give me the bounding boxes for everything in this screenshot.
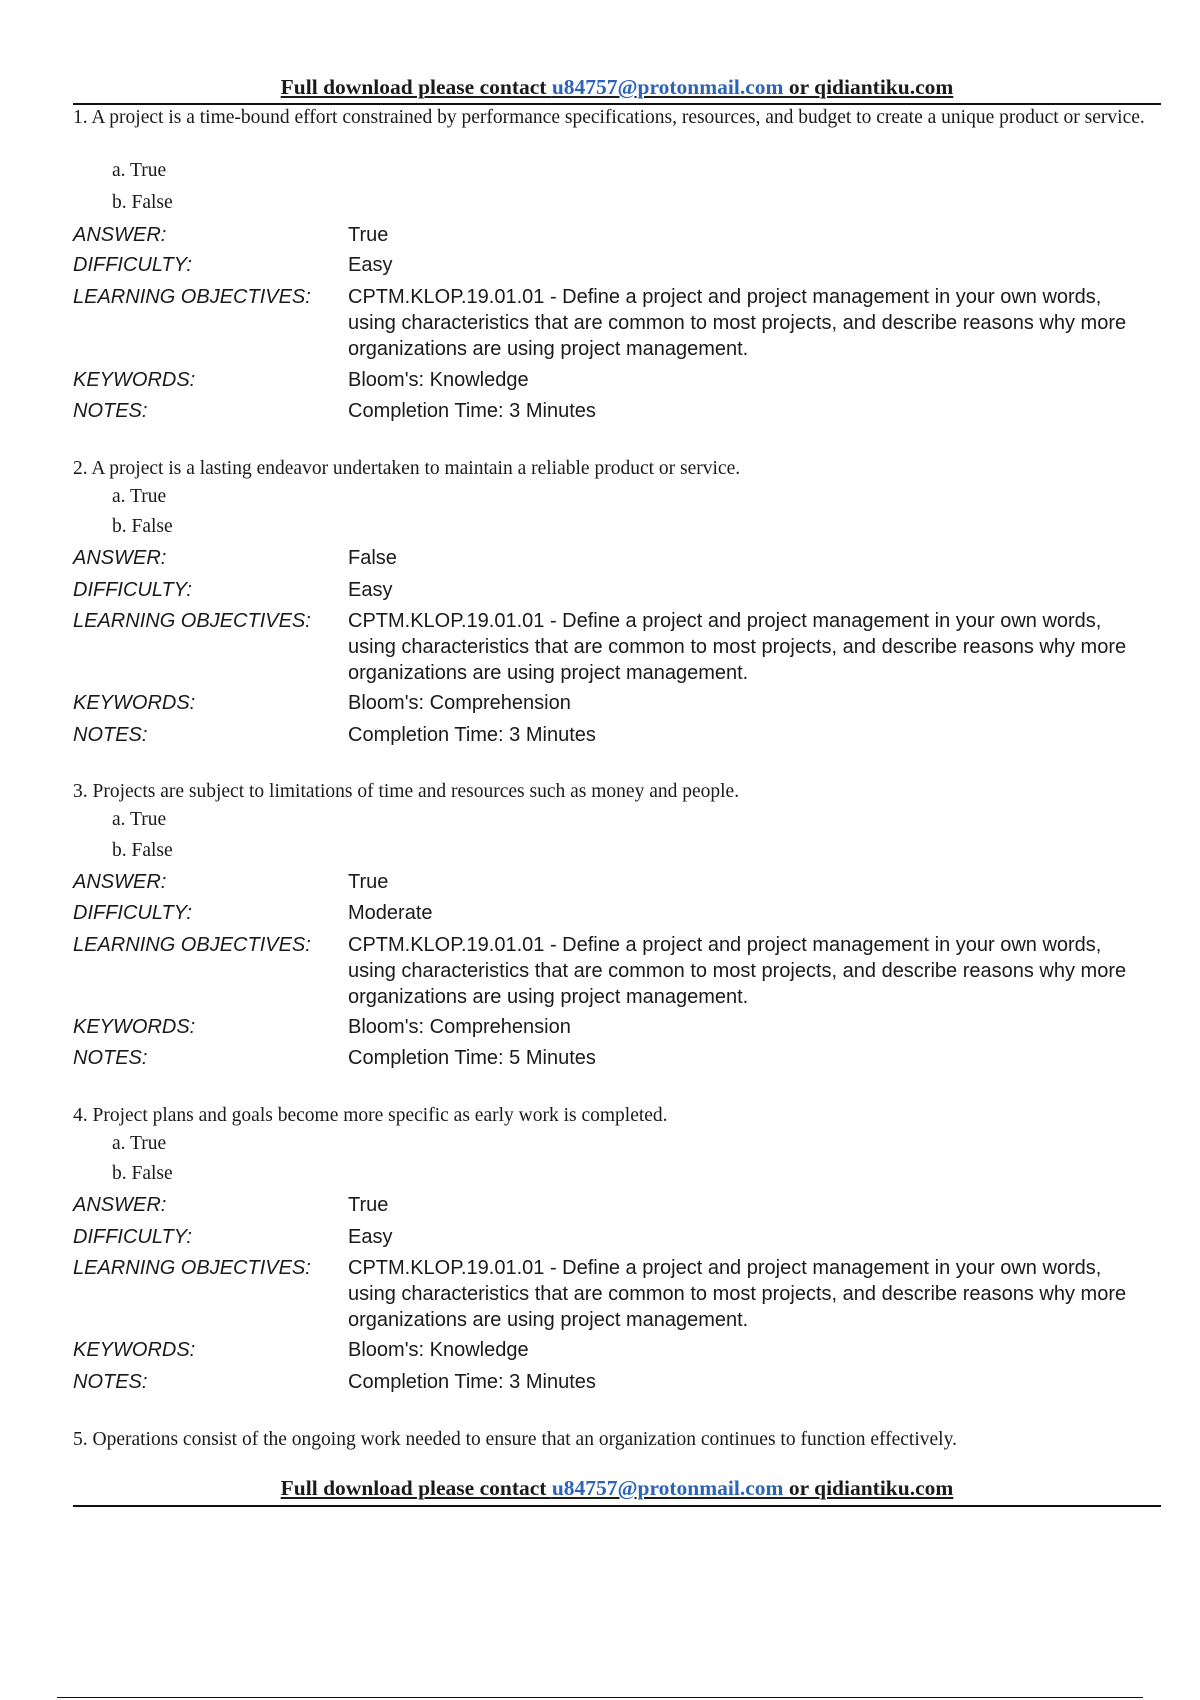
keywords-value: Bloom's: Knowledge — [348, 369, 529, 391]
keywords-label: KEYWORDS: — [73, 1016, 196, 1038]
banner-prefix: Full download please contact — [280, 1476, 552, 1500]
difficulty-value: Moderate — [348, 902, 433, 924]
objectives-label: LEARNING OBJECTIVES: — [73, 610, 311, 632]
option-b: b. False — [112, 516, 173, 537]
notes-value: Completion Time: 3 Minutes — [348, 1371, 596, 1393]
answer-label: ANSWER: — [73, 1194, 167, 1216]
keywords-label: KEYWORDS: — [73, 1339, 196, 1361]
question-stem: 1. A project is a time-bound effort constrained by performance specifications, resources, and budget to create a unique product or service. — [73, 107, 1145, 128]
banner-suffix: or qidiantiku.com — [783, 1476, 954, 1500]
banner-suffix: or qidiantiku.com — [783, 75, 954, 99]
answer-label: ANSWER: — [73, 224, 167, 246]
option-b: b. False — [112, 192, 173, 213]
objectives-value: CPTM.KLOP.19.01.01 - Define a project and project management in your own words, using characteristics that are common to most projects, and describe reasons why more organizations are using project management. — [348, 1257, 1127, 1331]
answer-value: False — [348, 547, 397, 569]
keywords-label: KEYWORDS: — [73, 692, 196, 714]
divider-bottom — [73, 1505, 1161, 1507]
option-a: a. True — [112, 160, 167, 181]
option-a: a. True — [112, 486, 167, 507]
banner-email-link[interactable]: u84757@protonmail.com — [551, 1476, 784, 1500]
objectives-label: LEARNING OBJECTIVES: — [73, 934, 311, 956]
difficulty-label: DIFFICULTY: — [73, 579, 192, 601]
keywords-value: Bloom's: Comprehension — [348, 1016, 571, 1038]
question-stem: 3. Projects are subject to limitations of time and resources such as money and people. — [73, 781, 740, 802]
notes-value: Completion Time: 3 Minutes — [348, 400, 596, 422]
difficulty-label: DIFFICULTY: — [73, 1226, 192, 1248]
question-stem: 4. Project plans and goals become more specific as early work is completed. — [73, 1105, 668, 1126]
option-a: a. True — [112, 809, 167, 830]
objectives-value: CPTM.KLOP.19.01.01 - Define a project and project management in your own words, using characteristics that are common to most projects, and describe reasons why more organizations are using project management. — [348, 934, 1127, 1008]
objectives-label: LEARNING OBJECTIVES: — [73, 286, 311, 308]
option-a: a. True — [112, 1133, 167, 1154]
notes-label: NOTES: — [73, 724, 148, 746]
download-banner-top — [73, 73, 1161, 101]
question-stem: 2. A project is a lasting endeavor undertaken to maintain a reliable product or service. — [73, 458, 741, 479]
banner-email-link[interactable]: u84757@protonmail.com — [551, 75, 784, 99]
keywords-value: Bloom's: Comprehension — [348, 692, 571, 714]
option-b: b. False — [112, 1163, 173, 1184]
answer-value: True — [348, 871, 389, 893]
answer-value: True — [348, 1194, 389, 1216]
notes-label: NOTES: — [73, 400, 148, 422]
answer-value: True — [348, 224, 389, 246]
objectives-value: CPTM.KLOP.19.01.01 - Define a project and project management in your own words, using characteristics that are common to most projects, and describe reasons why more organizations are using project management. — [348, 286, 1127, 360]
notes-label: NOTES: — [73, 1047, 148, 1069]
notes-label: NOTES: — [73, 1371, 148, 1393]
option-b: b. False — [112, 840, 173, 861]
notes-value: Completion Time: 3 Minutes — [348, 724, 596, 746]
keywords-value: Bloom's: Knowledge — [348, 1339, 529, 1361]
difficulty-label: DIFFICULTY: — [73, 254, 192, 276]
difficulty-label: DIFFICULTY: — [73, 902, 192, 924]
objectives-label: LEARNING OBJECTIVES: — [73, 1257, 311, 1279]
objectives-value: CPTM.KLOP.19.01.01 - Define a project and project management in your own words, using characteristics that are common to most projects, and describe reasons why more organizations are using project management. — [348, 610, 1127, 684]
answer-label: ANSWER: — [73, 547, 167, 569]
difficulty-value: Easy — [348, 254, 393, 276]
answer-label: ANSWER: — [73, 871, 167, 893]
difficulty-value: Easy — [348, 1226, 393, 1248]
download-banner-bottom — [73, 1474, 1161, 1502]
page-footer-rule — [57, 1697, 1143, 1698]
notes-value: Completion Time: 5 Minutes — [348, 1047, 596, 1069]
question-stem: 5. Operations consist of the ongoing work needed to ensure that an organization continues to function effectively. — [73, 1429, 957, 1450]
keywords-label: KEYWORDS: — [73, 369, 196, 391]
difficulty-value: Easy — [348, 579, 393, 601]
banner-prefix: Full download please contact — [280, 75, 552, 99]
